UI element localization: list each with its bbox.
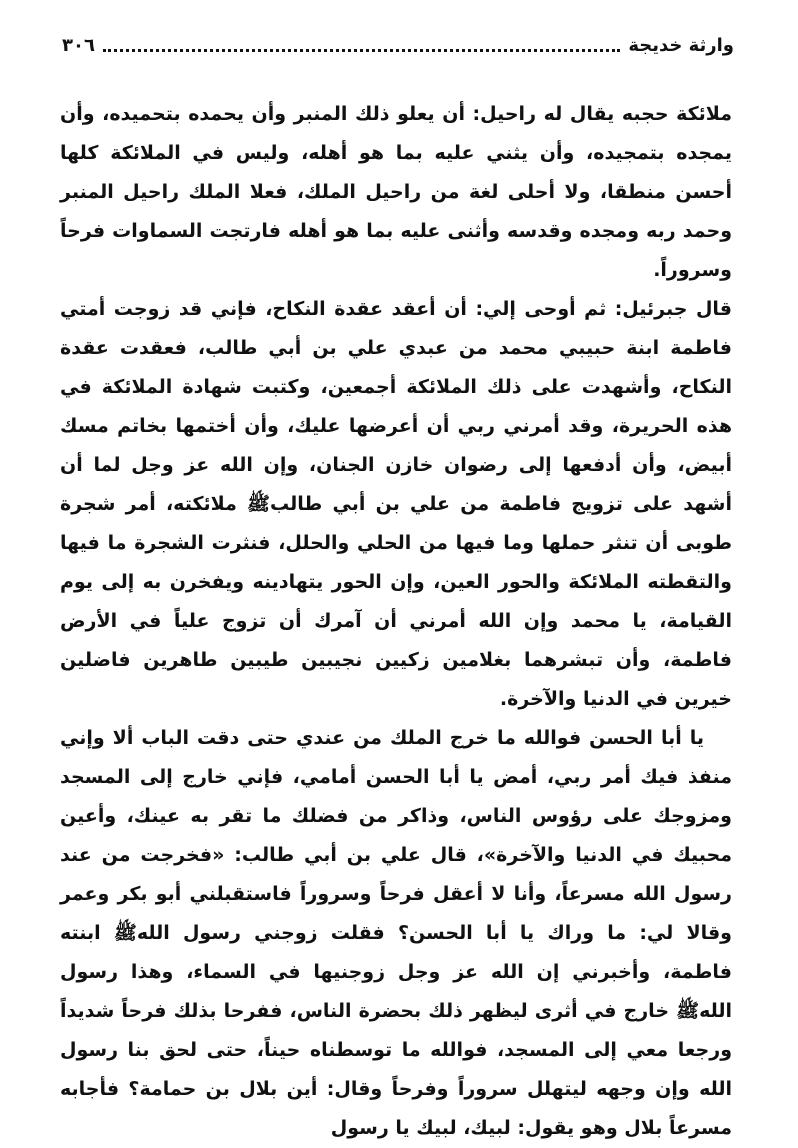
running-title: وارثة خديجة [628, 35, 734, 56]
page-header [62, 30, 734, 58]
dotted-leader [103, 49, 620, 52]
body-text [60, 95, 732, 1148]
paragraph-1: ملائكة حجبه يقال له راحيل: أن يعلو ذلك المنبر وأن يحمده بتحميده، وأن يمجده بتمجيده، وأن يثني عليه بما هو أهله، وليس في الملائكة كلها أحسن منطقا، ولا أحلى لغة من راحيل الملك، فعلا الملك راحيل المنبر وحمد ربه ومجده وقدسه وأثنى عليه بما هو أهله فارتجت السماوات فرحاً وسروراً. [60, 103, 732, 281]
page-number: ٣٠٦ [62, 35, 95, 56]
paragraph-3: يا أبا الحسن فوالله ما خرج الملك من عندي حتى دقت الباب ألا وإني منفذ فيك أمر ربي، أمض يا أبا الحسن أمامي، فإني خارج إلى المسجد ومزوجك على رؤوس الناس، وذاكر من فضلك ما تقر به عينك، وأعين محبيك في الدنيا والآخرة»، قال علي بن أبي طالب: «فخرجت من عند رسول الله مسرعاً، وأنا لا أعقل فرحاً وسروراً فاستقبلني أبو بكر وعمر وقالا لي: ما وراك يا أبا الحسن؟ فقلت زوجني رسول اللهﷺ ابنته فاطمة، وأخبرني إن الله عز وجل زوجنيها في السماء، وهذا رسول اللهﷺ خارج في أثرى ليظهر ذلك بحضرة الناس، ففرحا بذلك فرحاً شديداً ورجعا معي إلى المسجد، فوالله ما توسطناه حيناً، حتى لحق بنا رسول الله وإن وجهه ليتهلل سروراً وفرحاً وقال: أين بلال بن حمامة؟ فأجابه مسرعاً بلال وهو يقول: لبيك، لبيك يا رسول [60, 727, 732, 1139]
paragraph-2: قال جبرئيل: ثم أوحى إلي: أن أعقد عقدة النكاح، فإني قد زوجت أمتي فاطمة ابنة حبيبي محمد من عبدي علي بن أبي طالب، فعقدت عقدة النكاح، وأشهدت على ذلك الملائكة أجمعين، وكتبت شهادة الملائكة في هذه الحريرة، وقد أمرني ربي أن أعرضها عليك، وأن أختمها بخاتم مسك أبيض، وأن أدفعها إلى رضوان خازن الجنان، وإن الله عز وجل لما أن أشهد على تزويج فاطمة من علي بن أبي طالبﷺ ملائكته، أمر شجرة طوبى أن تنثر حملها وما فيها من الحلي والحلل، فنثرت الشجرة ما فيها والتقطته الملائكة والحور العين، وإن الحور يتهادينه ويفخرن به إلى يوم القيامة، يا محمد وإن الله أمرني أن آمرك أن تزوج علياً في الأرض فاطمة، وأن تبشرهما بغلامين زكيين نجيبين طيبين طاهرين فاضلين خيرين في الدنيا والآخرة. [60, 298, 732, 710]
